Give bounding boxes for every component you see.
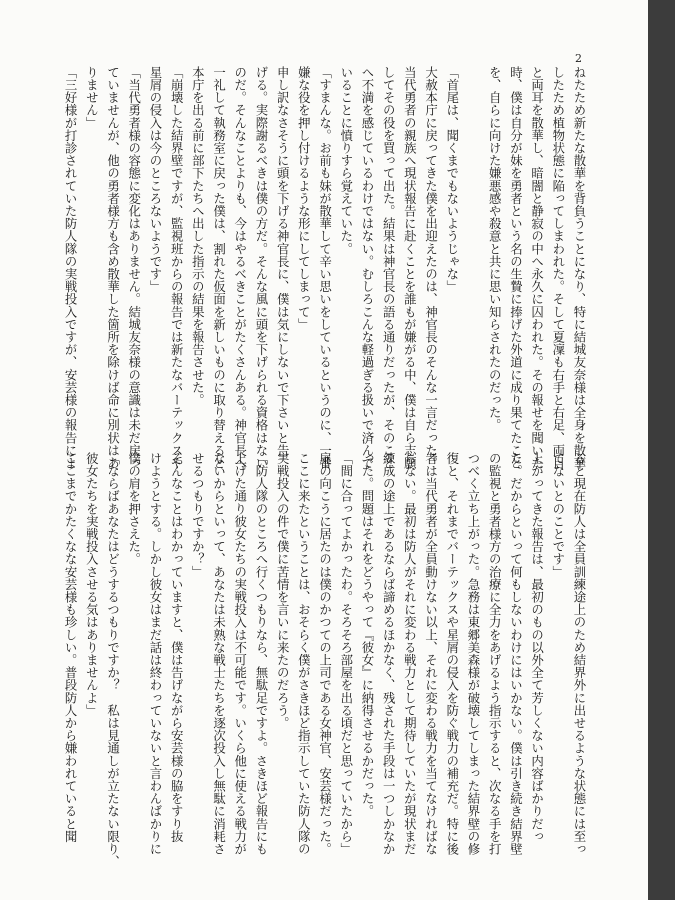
lower-block-line: 僕の肩を押さえた。 (126, 452, 142, 566)
lower-block-line: らない。最初は防人がそれに変わる戦力として期待していたが現状まだ (402, 452, 418, 856)
upper-block-line: 当代勇者の親族へ現状報告に赴くことを誰もが嫌がる中、僕は自ら志願 (402, 66, 418, 470)
upper-text-block (63, 66, 590, 470)
page-number: 2 (575, 52, 582, 65)
lower-text-block (63, 452, 590, 868)
lower-block-line: 扉の向こうに居たのは僕のかつての上司である女神官、安芸様だった。 (317, 452, 333, 856)
lower-block-line: った。問題はそれをどうやって『彼女』に納得させるかだった。 (359, 452, 375, 818)
upper-block-line: したため植物状態に陥ってしまわれた。そして夏凜も右手と右足、両目 (550, 66, 566, 470)
upper-block-line: 大赦本庁に戻ってきた僕を出迎えたのは、神官長のそんな一言だった。 (423, 66, 439, 470)
lower-block-line: 実戦投入の件で僕に苦情を言いに来たのだろう。 (275, 452, 291, 730)
lower-block-line: 彼女たちを実戦投入させる気はありませんよ」 (84, 452, 100, 717)
upper-block-line: 時、僕は自分が妹を勇者という名の生贄に捧げた外道に成り果てたこと (508, 66, 524, 470)
lower-block-line: ここまでかたくなな安芸様も珍しい。普段防人から嫌われていると聞 (63, 452, 79, 843)
upper-block-line: を、自らに向けた嫌悪感や殺意と共に思い知らされたのだった。 (487, 66, 503, 432)
lower-block-line: ると現在防人は全員訓練途上のため結界外に出せるような状態には至っ (572, 452, 587, 856)
upper-block-line: 星屑の侵入は今のところないようです」 (147, 66, 163, 293)
upper-block-line: のだ。そんなことよりも、今はやるべきことがたくさんある。神官長へ (232, 66, 248, 470)
lower-block-line: そんなことはわかっていますと、僕は告げながら安芸様の脇をすり抜 (169, 452, 185, 843)
upper-block-line: 「崩壊した結界壁ですが、監視班からの報告では新たなバーテックスや (169, 66, 185, 470)
lower-block-line: てないとのことです」 (550, 452, 566, 578)
upper-block-line: と両耳を散華し、暗闇と静寂の中へ永久に囚われた。その報せを聞いた (529, 66, 545, 470)
upper-block-line: 「当代勇者様の容態に変化はありません。結城友奈様の意識は未だ戻っ (126, 66, 142, 470)
upper-block-line: 「首尾は、聞くまでもないようじゃな」 (444, 66, 460, 293)
lower-block-line: 復と、それまでバーテックスや星屑の侵入を防ぐ戦力の補充だ。特に後 (444, 452, 460, 856)
lower-block-line: けようとする。しかし彼女はまだ話は終わっていないと言わんばかりに (147, 452, 163, 856)
upper-block-line: げる。実際謝るべきは僕の方だ。そんな風に頭を下げられる資格はない (253, 66, 269, 470)
lower-block-line: 者は当代勇者が全員動けない以上、それに変わる戦力を当てなければな (423, 452, 439, 856)
lower-block-line: の監視と勇者様方の治療に全力をあげるよう指示すると、次なる手を打 (487, 452, 503, 856)
lower-block-line: 「ならばあなたはどうするつもりですか？ 私は見通しが立たない限り、 (105, 452, 121, 868)
upper-block-line: 「すまんな。お前も妹が散華して辛い思いをしているというのに、一番 (317, 66, 333, 470)
upper-block-line (463, 66, 484, 408)
lower-block-line: つべく立ち上がった。急務は東郷美森様が破壊してしまった結界壁の修 (465, 452, 481, 856)
upper-block-line: してその役を買って出た。結果は神官長の語る通りだったが、そのこと (381, 66, 397, 470)
lower-block-line: ないからといって、あなたは未熟な戦士たちを逐次投入し無駄に消耗さ (211, 452, 227, 856)
upper-block-line: 本庁を出る前に部下たちへ出した指示の結果を報告させた。 (190, 66, 206, 407)
upper-block-line: 一礼して執務室に戻った僕は、割れた仮面を新しいものに取り替えると (211, 66, 227, 470)
lower-block-line: 「防人隊のところへ行くつもりなら、無駄足ですよ。さきほど報告にも (253, 452, 269, 856)
upper-block-line: りません」 (84, 66, 100, 129)
upper-block-line: へ不満を感じているわけではない。むしろこんな軽過ぎる扱いで済んで (359, 66, 375, 470)
lower-block-line: 上げた通り彼女たちの実戦投入は不可能です。いくら他に使える戦力が (232, 452, 248, 856)
lower-block-line: 「間に合ってよかったわ。そろそろ部屋を出る頃だと思っていたから」 (338, 452, 354, 856)
upper-block-line: 「三好様が打診されていた防人隊の実戦投入ですが、安芸様の報告によ (63, 66, 79, 470)
lower-block-line: せるつもりですか？」 (190, 452, 206, 578)
upper-block-line: 申し訳なさそうに頭を下げる神官長に、僕は気にしないで下さいと告 (275, 66, 291, 457)
lower-block-line: 上がってきた報告は、最初のもの以外全て芳しくない内容ばかりだっ (529, 452, 545, 843)
upper-block-line: ねたため新たな散華を背負うことになり、特に結城友奈様は全身を散華 (572, 66, 587, 470)
upper-block-line: ていませんが、他の勇者様方も含め散華した箇所を除けば命に別状はあ (105, 66, 121, 470)
upper-block-line: 嫌な役を押し付けるような形にしてしまって」 (296, 66, 312, 331)
lower-block-line: た。だからといって何もしないわけにはいかない。僕は引き続き結界壁 (508, 452, 524, 856)
upper-block-line: いることに憤りすら覚えていた。 (338, 66, 354, 255)
lower-block-line: 練成の途上であるならば諦めるほかなく、残された手段は一つしかなか (381, 452, 397, 856)
lower-block-line: ここに来たということは、おそらく僕がさきほど指示していた防人隊の (296, 452, 312, 856)
